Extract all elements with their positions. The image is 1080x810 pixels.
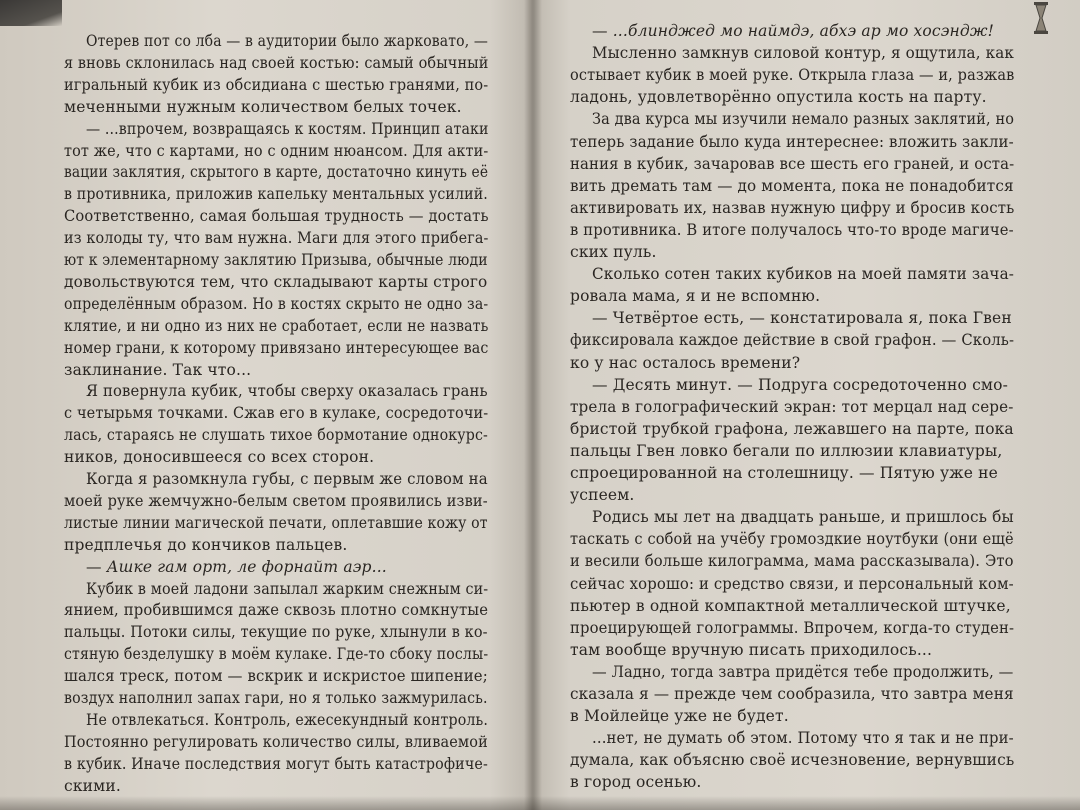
left-line: пальцы. Потоки силы, текущие по руке, хлынули в ко-	[64, 623, 488, 642]
right-line: ладонь, удовлетворённо опустила кость на парту.	[570, 88, 987, 107]
right-line: ровала мама, я и не вспомню.	[570, 287, 821, 306]
right-line	[592, 20, 994, 42]
left-line: довольствуются тем, что складывают карты строго	[64, 272, 488, 291]
left-line: моей руке жемчужно-белым светом проявились изви-	[64, 491, 488, 510]
right-line: нания в кубик, зачаровав все шесть его граней, и оста-	[570, 154, 1015, 173]
right-line: вить дремать там — до момента, пока не понадобится	[570, 176, 1014, 195]
left-line	[86, 556, 387, 578]
left-line: Кубик в моей ладони запылал жарким снежным си-	[86, 579, 489, 598]
left-line: скими.	[64, 776, 121, 795]
left-line: — ...впрочем, возвращаясь к костям. Принцип атаки	[86, 119, 489, 138]
right-line: пальцы Гвен ловко бегали по иллюзии клавиатуры,	[570, 441, 1003, 460]
hourglass-icon	[1032, 2, 1050, 36]
right-line: трела в голографический экран: тот мерцал над сере-	[570, 397, 1014, 416]
left-line: Отерев пот со лба — в аудитории было жарковато, —	[86, 32, 489, 50]
right-line: таскать с собой на учёбу громоздкие ноутбуки (они ещё	[570, 530, 1014, 549]
dialogue-dash: —	[592, 22, 613, 40]
right-line: там вообще вручную писать приходилось...	[570, 640, 933, 659]
right-line: активировать их, назвав нужную цифру и бросив кость	[570, 198, 1015, 217]
right-line: бристой трубкой графона, лежавшего на парте, пока	[570, 419, 1014, 438]
right-line: сказала я — прежде чем сообразила, что завтра меня	[570, 685, 1014, 703]
book-gutter	[524, 0, 542, 810]
left-line: янием, пробившимся даже сквозь плотно сомкнутые	[64, 601, 489, 620]
left-line: вации заклятия, скрытого в карте, достаточно кинуть её	[64, 163, 489, 182]
left-line: предплечья до кончиков пальцев.	[64, 535, 348, 554]
dialogue-dash: —	[86, 557, 107, 576]
left-line: воздух наполнил запах гари, но я только зажмурилась.	[64, 689, 488, 707]
left-line: в кубик. Иначе последствия могут быть катастрофиче-	[64, 754, 488, 773]
left-line: клятие, и ни одно из них не сработает, если не назвать	[64, 316, 489, 335]
right-line: ских пуль.	[570, 243, 657, 261]
left-line: в противника, приложив капельку ментальных усилий.	[64, 185, 488, 204]
right-line: ...нет, не думать об этом. Потому что я так и не при-	[592, 729, 1014, 748]
left-line: игральный кубик из обсидиана с шестью гранями, по-	[64, 75, 489, 94]
right-line: — Четвёртое есть, — констатировала я, пока Гвен	[592, 309, 1012, 328]
right-line: думала, как объясню своё исчезновение, вернувшись	[570, 751, 1015, 770]
left-line: ют к элементарному заклятию Призыва, обычные люди	[64, 251, 488, 269]
left-line: листые линии магической печати, оплетавшие кожу от	[64, 513, 488, 532]
page-bottom-shadow	[0, 796, 1080, 810]
right-line: фиксировала каждое действие в свой графон. — Сколь-	[570, 331, 1015, 350]
left-line: заклинание. Так что...	[64, 360, 252, 379]
right-line: и весили больше килограмма, мама рассказывала). Это	[570, 552, 1014, 571]
right-line: проецирующей голограммы. Впрочем, когда-то студен-	[570, 618, 1015, 637]
right-line: ко у нас осталось времени?	[570, 353, 801, 372]
left-line: я вновь склонилась над своей костью: самый обычный	[64, 53, 489, 72]
left-line: ников, доносившееся со всех сторон.	[64, 448, 375, 467]
left-line: номер грани, к которому привязано интересующее вас	[64, 338, 489, 357]
background-corner	[0, 0, 62, 26]
right-line: в город осенью.	[570, 773, 702, 792]
left-line: лась, стараясь не слушать тихое бормотание однокурс-	[64, 426, 488, 445]
left-line: определённым образом. Но в костях скрыто не одно за-	[64, 294, 489, 313]
right-line: пьютер в одной компактной металлической штучке,	[570, 596, 1011, 615]
left-line: тот же, что с картами, но с одним нюансом. Для акти-	[64, 141, 489, 160]
right-line: Сколько сотен таких кубиков на моей памяти зача-	[592, 265, 1015, 284]
left-line: шался треск, потом — вскрик и искристое шипение;	[64, 667, 488, 686]
left-line: Постоянно регулировать количество силы, вливаемой	[64, 732, 488, 751]
left-line: Не отвлекаться. Контроль, ежесекундный контроль.	[86, 710, 488, 729]
right-line: в Мойлейце уже не будет.	[570, 707, 789, 726]
left-line: стяную безделушку в моём кулаке. Где-то сбоку послы-	[64, 645, 489, 664]
right-line: — Ладно, тогда завтра придётся тебе продолжить, —	[592, 662, 1014, 681]
incantation-text: ...блинджед мо наймдэ, абхэ ар мо хосэндж!	[612, 22, 995, 40]
right-line: — Десять минут. — Подруга сосредоточенно смо-	[592, 375, 1008, 394]
left-line: Когда я разомкнула губы, с первым же словом на	[86, 470, 488, 488]
right-line: Мысленно замкнув силовой контур, я ощутила, как	[592, 44, 1014, 63]
left-line: Я повернула кубик, чтобы сверху оказалась грань	[86, 382, 488, 401]
left-line: из колоды ту, что вам нужна. Маги для этого прибега-	[64, 229, 489, 248]
right-line: спроецированной на столешницу. — Пятую уже не	[570, 464, 998, 482]
right-line: За два курса мы изучили немало разных заклятий, но	[592, 110, 1015, 129]
left-line: с четырьмя точками. Сжав его в кулаке, сосредоточи-	[64, 404, 489, 423]
incantation-text: Ашке гам орт, ле форнайт аэр...	[106, 557, 387, 576]
left-line: Соответственно, самая большая трудность — достать	[64, 207, 489, 226]
right-line: в противника. В итоге получалось что-то вроде магиче-	[570, 220, 1014, 239]
right-line: теперь задание было куда интереснее: вложить закли-	[570, 132, 1014, 151]
right-line: остывает кубик в моей руке. Открыла глаза — и, разжав	[570, 66, 1015, 85]
left-line: меченными нужным количеством белых точек.	[64, 97, 462, 116]
right-line: успеем.	[570, 486, 635, 505]
right-line: сейчас хорошо: и средство связи, и персональный ком-	[570, 574, 1014, 593]
right-line: Родись мы лет на двадцать раньше, и пришлось бы	[592, 508, 1014, 527]
